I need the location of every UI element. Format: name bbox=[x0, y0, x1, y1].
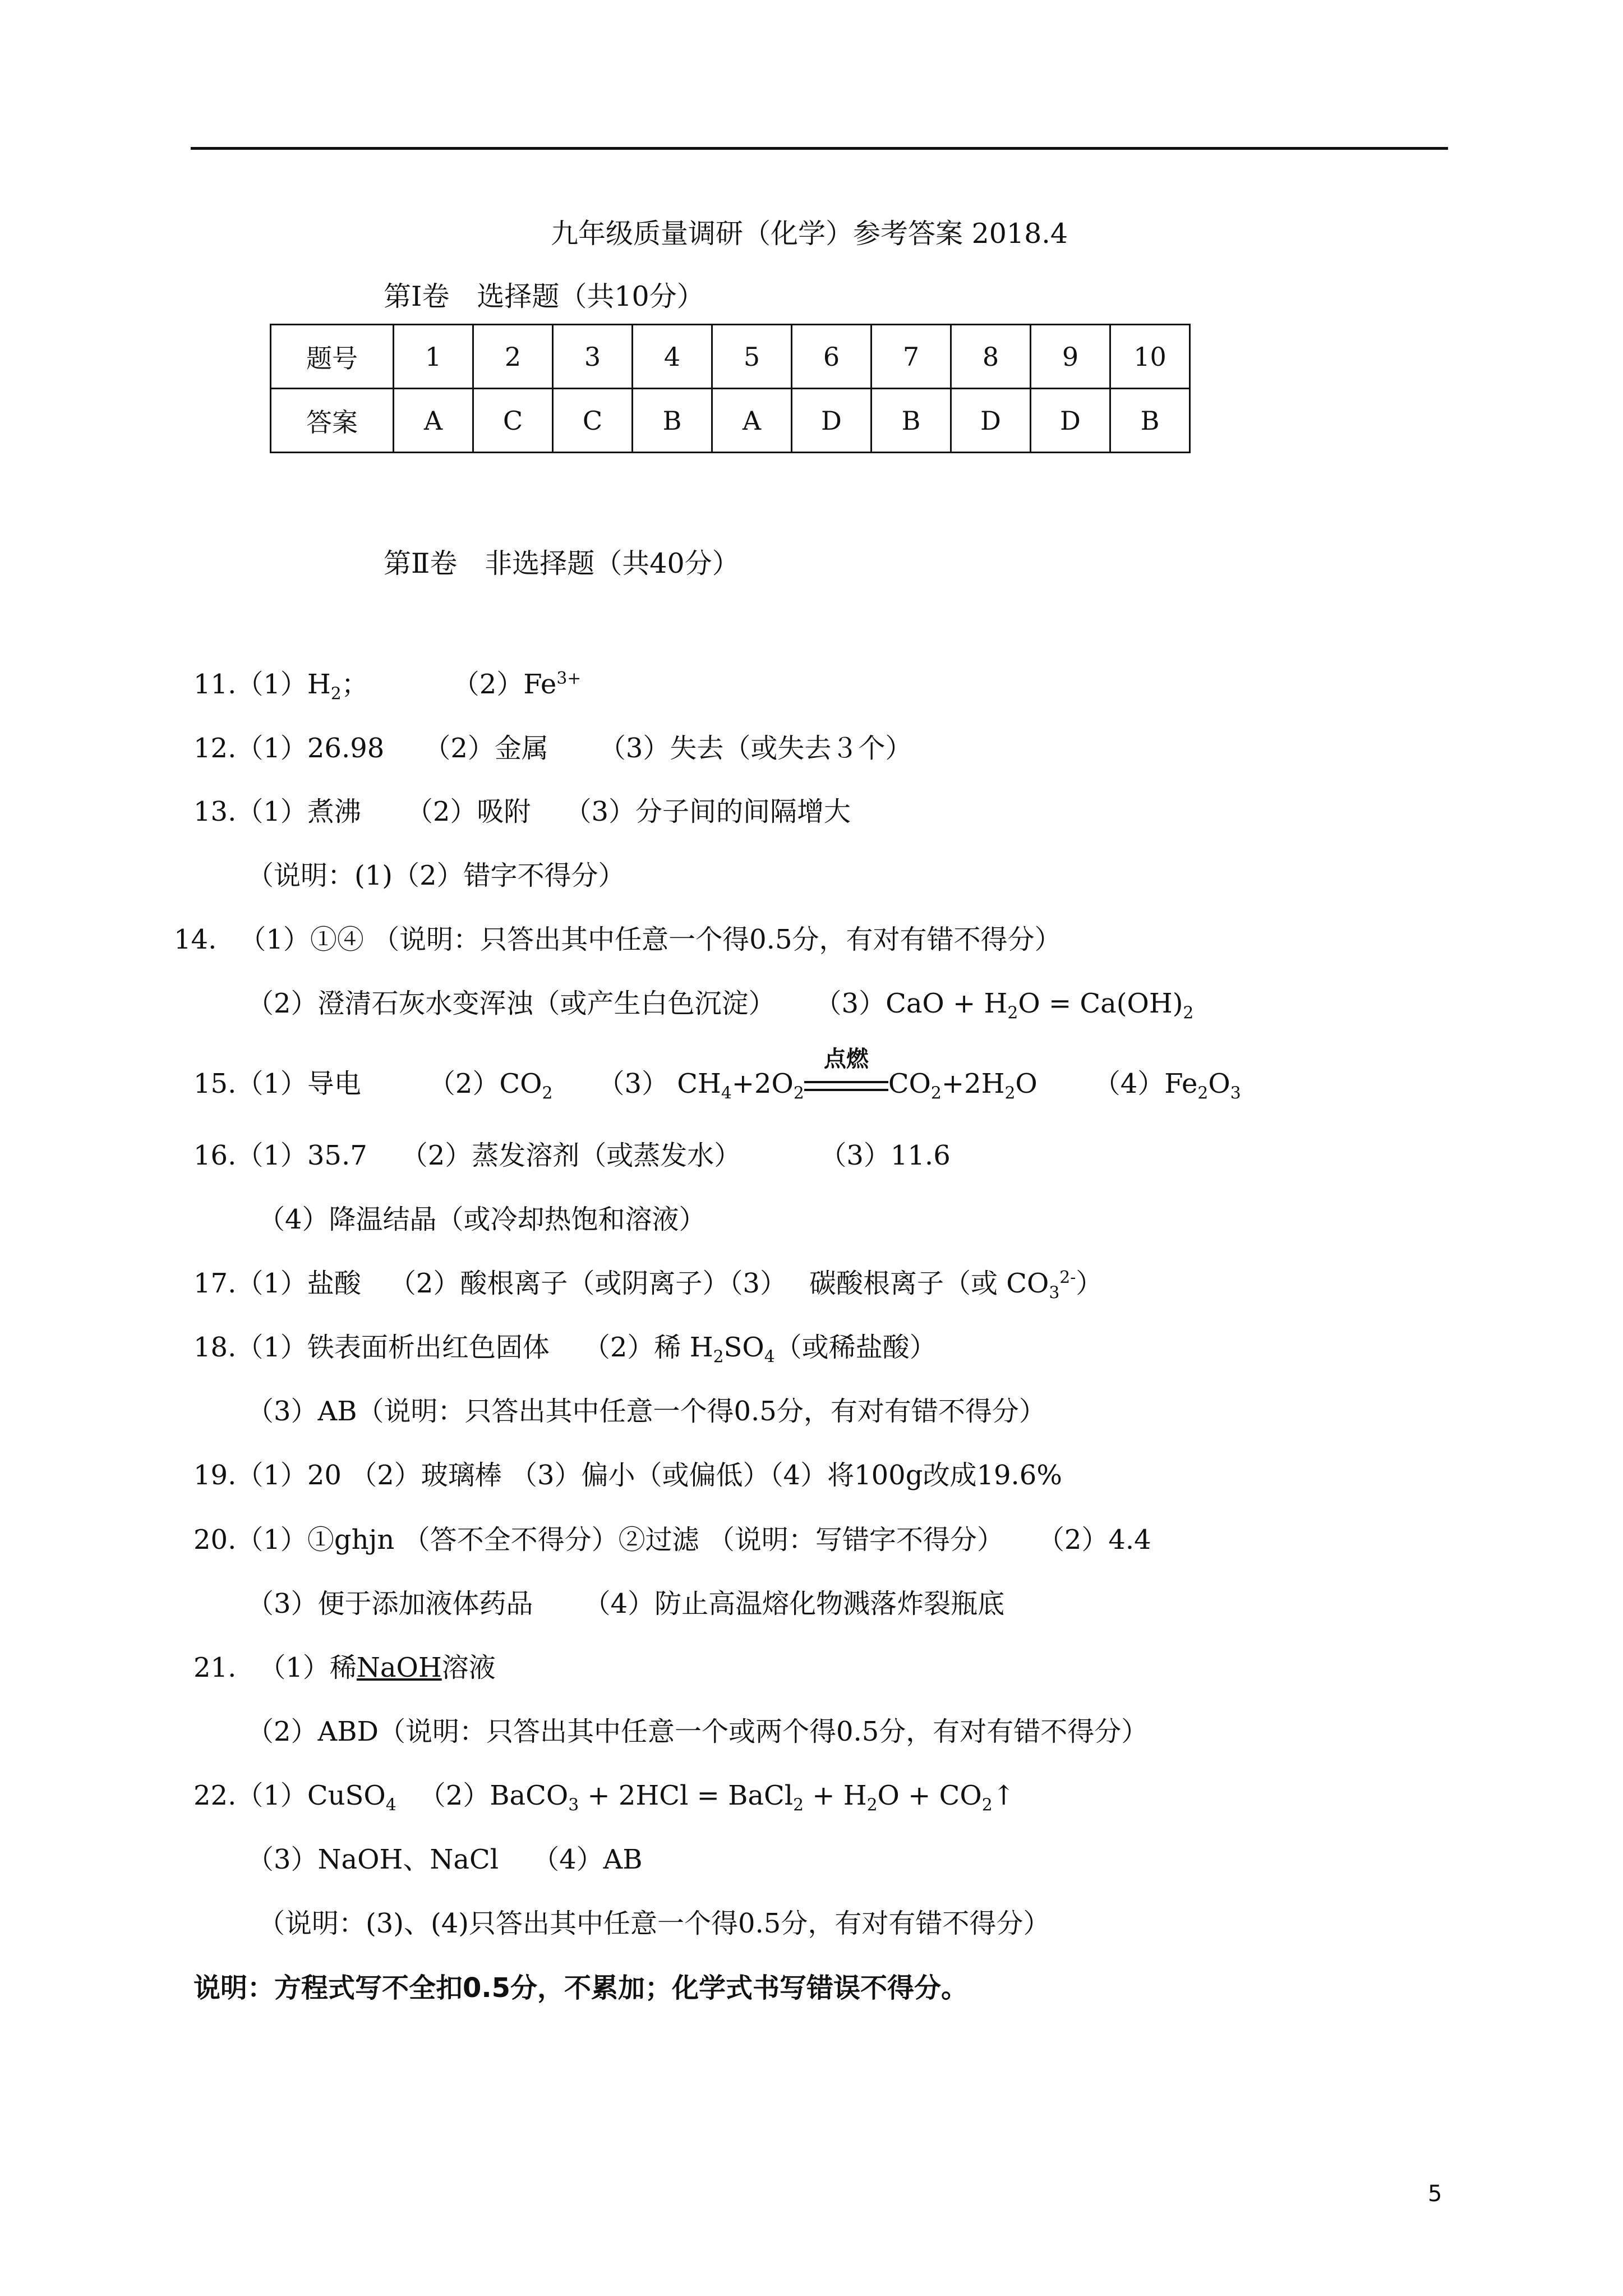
answer-q20: 20.（1）①ghjn （答不全不得分）②过滤 （说明：写错字不得分） （2）4.4 bbox=[193, 1524, 1151, 1556]
answer-q18-line2: （3）AB（说明：只答出其中任意一个得0.5分，有对有错不得分） bbox=[247, 1396, 1046, 1427]
answer-cell: B bbox=[872, 389, 951, 453]
answer-q17: 17.（1）盐酸 （2）酸根离子（或阴离子）（3） 碳酸根离子（或 $CO_3^{2-}$） bbox=[193, 1268, 1103, 1303]
answer-q22-line2: （3）NaOH、NaCl （4）AB bbox=[247, 1844, 643, 1875]
question-number: 20. bbox=[193, 1524, 237, 1556]
answer-q16-line2: （4）降温结晶（或冷却热饱和溶液） bbox=[258, 1204, 706, 1235]
question-number-cell: 6 bbox=[792, 325, 872, 389]
page-title: 九年级质量调研（化学）参考答案 2018.4 bbox=[551, 218, 1068, 250]
page-number: 5 bbox=[1428, 2181, 1442, 2207]
answer-q13: 13.（1）煮沸 （2）吸附 （3）分子间的间隔增大 bbox=[193, 796, 851, 827]
table-header-label: 题号 bbox=[271, 325, 394, 389]
answer-q14-line2: （2）澄清石灰水变浑浊（或产生白色沉淀） $(3)CaO + H_2O = Ca(OH)_2$ bbox=[247, 988, 1194, 1023]
answer-cell: B bbox=[1110, 389, 1190, 453]
question-number: 17. bbox=[193, 1268, 237, 1299]
question-number-cell: 7 bbox=[872, 325, 951, 389]
answer-q11: $11.(1)H_2$； $(2)Fe^{3+}$ bbox=[193, 669, 582, 704]
question-number-cell: 10 bbox=[1110, 325, 1190, 389]
question-number: 11. bbox=[193, 669, 237, 700]
question-number: 16. bbox=[193, 1140, 237, 1171]
answer-cell: A bbox=[712, 389, 792, 453]
question-number: 13. bbox=[193, 796, 237, 827]
final-note: 说明：方程式写不全扣0.5分，不累加；化学式书写错误不得分。 bbox=[193, 1972, 969, 2004]
question-number-cell: 5 bbox=[712, 325, 792, 389]
question-number-cell: 1 bbox=[394, 325, 473, 389]
answer-q12: 12.（1）26.98 （2）金属 （3）失去（或失去３个） bbox=[193, 733, 912, 764]
header-rule bbox=[191, 147, 1448, 150]
answer-q14: 14. （1）①④ （说明：只答出其中任意一个得0.5分，有对有错不得分） bbox=[174, 924, 1062, 955]
part1-heading: 第Ⅰ卷 选择题（共10分） bbox=[384, 280, 704, 312]
answer-q22: 22.（1）CuSO$_4$ （2）BaCO$_3$ + 2HCl = BaCl$_2$ + $H_2O$ + $CO_2↑$ bbox=[193, 1780, 1015, 1815]
table-row-answers bbox=[271, 389, 1190, 453]
answer-q21: 21. （1）稀NaOH溶液 bbox=[193, 1652, 496, 1683]
part2-heading: 第Ⅱ卷 非选择题（共40分） bbox=[384, 547, 740, 579]
question-number: 21. bbox=[193, 1652, 237, 1683]
answer-cell: D bbox=[951, 389, 1031, 453]
question-number-cell: 3 bbox=[553, 325, 633, 389]
table-row-numbers bbox=[271, 325, 1190, 389]
answer-q15: 15.（1）导电 $(2)CO_2$ （3） $CH_4+2O_2$ 点燃 $CO_2+2H_2O$ $(4)Fe_2O_3$ bbox=[193, 1046, 1241, 1103]
question-number-cell: 2 bbox=[473, 325, 553, 389]
question-number: 12. bbox=[193, 733, 237, 764]
answer-q18: 18.（1）铁表面析出红色固体 （2）稀 $H_2SO_4$（或稀盐酸） bbox=[193, 1332, 937, 1367]
answer-q16: 16.（1）35.7 （2）蒸发溶剂（或蒸发水） （3）11.6 bbox=[193, 1140, 951, 1171]
answer-q20-line2: （3）便于添加液体药品 （4）防止高温熔化物溅落炸裂瓶底 bbox=[247, 1588, 1005, 1619]
reaction-condition: 点燃 bbox=[804, 1070, 888, 1097]
question-number: 15. bbox=[193, 1068, 237, 1099]
answer-q21-line2: （2）ABD（说明：只答出其中任意一个或两个得0.5分，有对有错不得分） bbox=[247, 1716, 1149, 1747]
answer-cell: A bbox=[394, 389, 473, 453]
question-number-cell: 4 bbox=[633, 325, 712, 389]
answer-cell: C bbox=[473, 389, 553, 453]
answer-cell: D bbox=[1031, 389, 1110, 453]
question-number-cell: 8 bbox=[951, 325, 1031, 389]
answer-q19: 19.（1）20 （2）玻璃棒 （3）偏小（或偏低）（4）将100g改成19.6% bbox=[193, 1460, 1062, 1491]
answer-table bbox=[270, 324, 1191, 453]
answer-cell: D bbox=[792, 389, 872, 453]
question-number: 22. bbox=[193, 1780, 237, 1811]
answer-cell: B bbox=[633, 389, 712, 453]
question-number-cell: 9 bbox=[1031, 325, 1110, 389]
question-number: 19. bbox=[193, 1460, 237, 1491]
table-answer-label: 答案 bbox=[271, 389, 394, 453]
note-q13: （说明：(1)（2）错字不得分） bbox=[247, 860, 625, 891]
question-number: 18. bbox=[193, 1332, 237, 1363]
note-q22: （说明：(3)、(4)只答出其中任意一个得0.5分，有对有错不得分） bbox=[258, 1908, 1050, 1939]
answer-cell: C bbox=[553, 389, 633, 453]
question-number: 14. bbox=[174, 924, 217, 955]
